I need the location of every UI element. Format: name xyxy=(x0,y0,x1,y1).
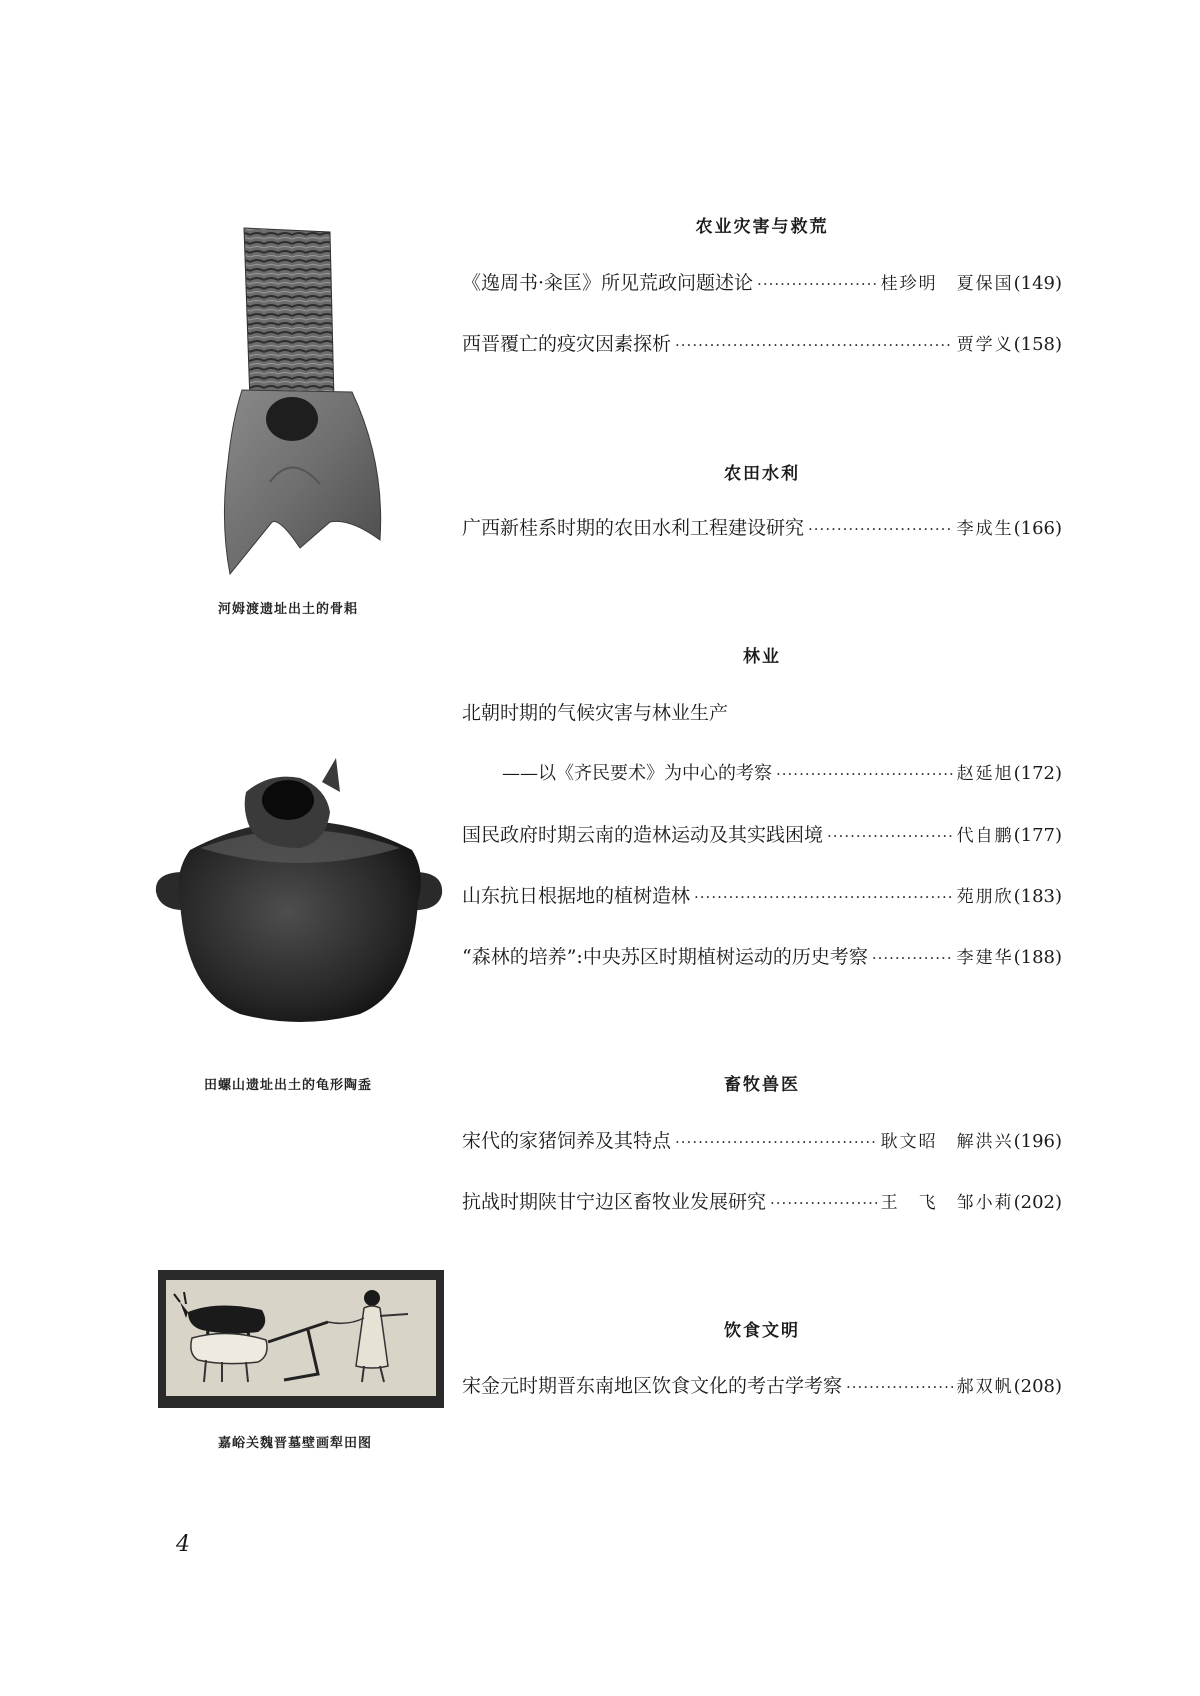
entry-author: 代自鹏 xyxy=(956,826,1014,846)
entry-title: 广西新桂系时期的农田水利工程建设研究 xyxy=(462,517,805,539)
toc-entry[interactable] xyxy=(462,331,1062,358)
entry-title: 抗战时期陕甘宁边区畜牧业发展研究 xyxy=(462,1191,767,1213)
section-title: 饮食文明 xyxy=(724,1321,800,1341)
toc-entry[interactable] xyxy=(462,700,728,726)
dot-leader xyxy=(846,1374,953,1400)
page-number: 4 xyxy=(176,1532,190,1557)
toc-entry[interactable] xyxy=(462,944,1062,971)
mural-ploughing-image xyxy=(158,1270,444,1408)
figure-caption-1: 河姆渡遗址出土的骨耜 xyxy=(218,602,359,617)
toc-entry[interactable] xyxy=(462,515,1062,542)
entry-title: “森林的培养”:中央苏区时期植树运动的历史考察 xyxy=(462,946,868,968)
dot-leader xyxy=(694,884,953,910)
figure-caption-3: 嘉峪关魏晋墓壁画犁田图 xyxy=(218,1436,373,1451)
toc-entry[interactable] xyxy=(462,1373,1062,1400)
figure-column xyxy=(0,0,460,1696)
entry-title: 宋代的家猪饲养及其特点 xyxy=(462,1130,672,1152)
entry-author: 王 飞 邹小莉 xyxy=(880,1193,1014,1213)
dot-leader xyxy=(872,945,953,971)
entry-page: (208) xyxy=(1013,1376,1062,1397)
entry-page: (202) xyxy=(1013,1192,1062,1213)
dot-leader xyxy=(675,332,953,358)
dot-leader xyxy=(827,823,953,849)
entry-page: (188) xyxy=(1013,947,1062,968)
dot-leader xyxy=(757,271,877,297)
dot-leader xyxy=(770,1190,877,1216)
toc-entry[interactable] xyxy=(462,1128,1062,1155)
entry-page: (158) xyxy=(1013,334,1062,355)
entry-page: (149) xyxy=(1013,273,1062,294)
turtle-pottery-image xyxy=(150,752,450,1032)
entry-title: 国民政府时期云南的造林运动及其实践困境 xyxy=(462,824,824,846)
entry-page: (177) xyxy=(1013,825,1062,846)
entry-author: 李成生 xyxy=(956,519,1014,539)
dot-leader xyxy=(776,761,953,787)
entry-page: (183) xyxy=(1013,886,1062,907)
entry-author: 李建华 xyxy=(956,948,1014,968)
dot-leader xyxy=(808,516,953,542)
entry-title: 山东抗日根据地的植树造林 xyxy=(462,885,691,907)
entry-author: 郝双帆 xyxy=(956,1377,1014,1397)
bone-spade-image xyxy=(180,222,400,582)
toc-entry[interactable] xyxy=(462,1189,1062,1216)
entry-author: 桂珍明 夏保国 xyxy=(880,274,1014,294)
entry-subtitle: ——以《齐民要术》为中心的考察 xyxy=(502,763,772,784)
dot-leader xyxy=(675,1129,877,1155)
entry-title: 西晋覆亡的疫灾因素探析 xyxy=(462,333,672,355)
section-title: 农田水利 xyxy=(724,464,800,484)
section-title: 农业灾害与救荒 xyxy=(695,217,829,237)
entry-page: (166) xyxy=(1013,518,1062,539)
toc-entry[interactable] xyxy=(462,883,1062,910)
toc-entry[interactable] xyxy=(462,822,1062,849)
entry-title: 《逸周书·籴匡》所见荒政问题述论 xyxy=(462,272,754,294)
toc-entry[interactable] xyxy=(502,761,1062,787)
entry-author: 耿文昭 解洪兴 xyxy=(880,1132,1014,1152)
table-of-contents xyxy=(462,0,1062,1696)
entry-author: 贾学义 xyxy=(956,335,1014,355)
section-title: 林业 xyxy=(743,647,781,667)
toc-entry[interactable] xyxy=(462,270,1062,297)
entry-author: 苑朋欣 xyxy=(956,887,1014,907)
entry-page: (172) xyxy=(1013,763,1062,784)
entry-title: 宋金元时期晋东南地区饮食文化的考古学考察 xyxy=(462,1375,843,1397)
entry-author: 赵延旭 xyxy=(956,764,1014,784)
entry-page: (196) xyxy=(1013,1131,1062,1152)
entry-title: 北朝时期的气候灾害与林业生产 xyxy=(462,702,729,724)
figure-caption-2: 田螺山遗址出土的龟形陶盉 xyxy=(204,1078,373,1093)
section-title: 畜牧兽医 xyxy=(724,1075,800,1095)
